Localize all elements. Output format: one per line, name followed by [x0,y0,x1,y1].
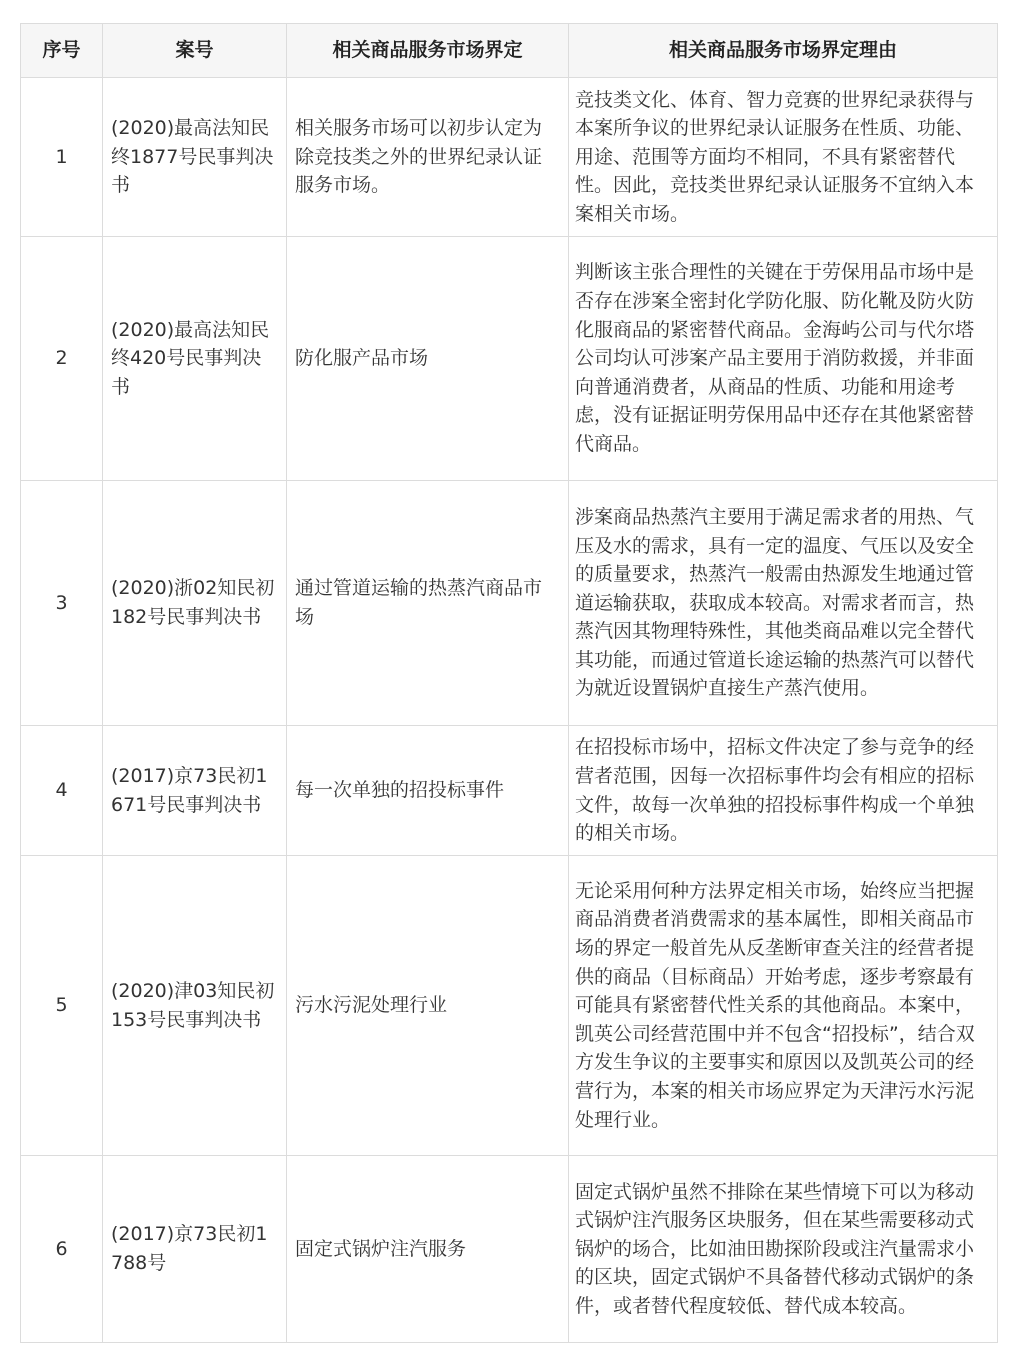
header-case-no: 案号 [103,24,287,78]
cell-index: 4 [21,726,103,856]
cell-case-no: (2020)最高法知民终420号民事判决书 [103,237,287,481]
cell-market: 污水污泥处理行业 [287,856,569,1156]
table-row [21,237,998,481]
cell-market: 相关服务市场可以初步认定为除竞技类之外的世界纪录认证服务市场。 [287,78,569,237]
cell-reason: 在招投标市场中，招标文件决定了参与竞争的经营者范围，因每一次招标事件均会有相应的招标文件，故每一次单独的招投标事件构成一个单独的相关市场。 [569,726,998,856]
header-market: 相关商品服务市场界定 [287,24,569,78]
cases-table [20,23,998,1343]
table-row [21,856,998,1156]
cell-reason: 固定式锅炉虽然不排除在某些情境下可以为移动式锅炉注汽服务区块服务，但在某些需要移动式锅炉的场合，比如油田勘探阶段或注汽量需求小的区块，固定式锅炉不具备替代移动式锅炉的条件，或者替代程度较低、替代成本较高。 [569,1156,998,1343]
cell-case-no: (2020)最高法知民终1877号民事判决书 [103,78,287,237]
cell-case-no: (2020)津03知民初153号民事判决书 [103,856,287,1156]
cell-index: 2 [21,237,103,481]
table-row [21,1156,998,1343]
table-row [21,726,998,856]
cell-index: 1 [21,78,103,237]
cell-case-no: (2020)浙02知民初182号民事判决书 [103,481,287,726]
table-row [21,481,998,726]
cell-index: 3 [21,481,103,726]
cell-market: 通过管道运输的热蒸汽商品市场 [287,481,569,726]
header-index: 序号 [21,24,103,78]
cell-index: 6 [21,1156,103,1343]
cell-case-no: (2017)京73民初1788号 [103,1156,287,1343]
table-row [21,78,998,237]
cell-reason: 无论采用何种方法界定相关市场，始终应当把握商品消费者消费需求的基本属性，即相关商品市场的界定一般首先从反垄断审查关注的经营者提供的商品（目标商品）开始考虑，逐步考察最有可能具有紧密替代性关系的其他商品。本案中，凯英公司经营范围中并不包含“招投标”，结合双方发生争议的主要事实和原因以及凯英公司的经营行为，本案的相关市场应界定为天津污水污泥处理行业。 [569,856,998,1156]
cell-index: 5 [21,856,103,1156]
cell-reason: 判断该主张合理性的关键在于劳保用品市场中是否存在涉案全密封化学防化服、防化靴及防火防化服商品的紧密替代商品。金海屿公司与代尔塔公司均认可涉案产品主要用于消防救援，并非面向普通消费者，从商品的性质、功能和用途考虑，没有证据证明劳保用品中还存在其他紧密替代商品。 [569,237,998,481]
cell-market: 固定式锅炉注汽服务 [287,1156,569,1343]
cell-reason: 涉案商品热蒸汽主要用于满足需求者的用热、气压及水的需求，具有一定的温度、气压以及安全的质量要求，热蒸汽一般需由热源发生地通过管道运输获取，获取成本较高。对需求者而言，热蒸汽因其物理特殊性，其他类商品难以完全替代其功能，而通过管道长途运输的热蒸汽可以替代为就近设置锅炉直接生产蒸汽使用。 [569,481,998,726]
cell-market: 防化服产品市场 [287,237,569,481]
cell-market: 每一次单独的招投标事件 [287,726,569,856]
header-reason: 相关商品服务市场界定理由 [569,24,998,78]
header-row [21,24,998,78]
cell-case-no: (2017)京73民初1671号民事判决书 [103,726,287,856]
cell-reason: 竞技类文化、体育、智力竞赛的世界纪录获得与本案所争议的世界纪录认证服务在性质、功能、用途、范围等方面均不相同，不具有紧密替代性。因此，竞技类世界纪录认证服务不宜纳入本案相关市场。 [569,78,998,237]
